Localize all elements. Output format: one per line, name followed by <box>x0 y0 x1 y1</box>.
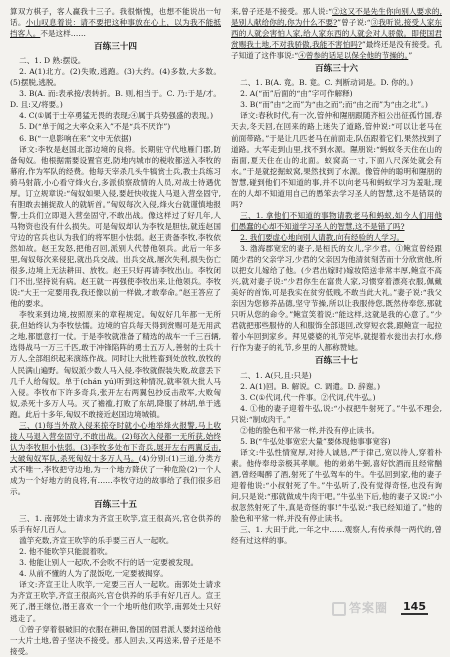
text-run: (2)每次入侵都一无所获,始终认为李牧胆小怯弱。 <box>10 431 222 452</box>
paragraph <box>10 309 221 419</box>
paragraph <box>10 6 221 39</box>
paragraph <box>231 88 442 99</box>
paragraph <box>10 568 221 579</box>
text-run: 2. A(“而”后面的“由”字可作解释) <box>240 89 353 99</box>
text-run: ④曾参的话足以保全他的节操的。 <box>298 51 409 61</box>
text-run: 来,曾子还是不接受。那人说:“ <box>231 7 333 16</box>
text-run: 2. A(1)回。B. 解说。C. 调遣。D. 辞谢。) <box>240 381 381 391</box>
watermark-box-icon <box>332 602 346 616</box>
paragraph <box>10 513 221 535</box>
paragraph <box>10 535 221 546</box>
text-run: 三、(1)每当外敌入侵来掠夺时就小心地举烽火报警,马上收拢人马退入营垒固守,不敢出战。 <box>10 420 221 441</box>
paragraph <box>231 447 442 524</box>
paragraph <box>10 121 221 132</box>
paragraph <box>10 55 221 66</box>
text-run: 算双方棋子，客人赢我十三子。我很惭愧，也想不能说出一句话。 <box>10 7 221 28</box>
text-run: 3. 他能让别人一起吹,不会吹不行的话一定要被发现。 <box>19 558 199 568</box>
text-run: 4. C(①属于士卒勇猛无畏的表现;④属于兵势强盛的表现。) <box>19 111 214 121</box>
paragraph <box>10 66 221 88</box>
heading-text: 百练三十四 <box>94 42 137 53</box>
paragraph <box>10 420 221 497</box>
heading-text: 百练三十五 <box>94 500 137 511</box>
section-heading <box>231 356 442 367</box>
text-run: (3)李牧多处布下奇兵,展开左右两翼反击,大破匈奴军队,杀死匈奴十多万人马。 <box>10 442 221 463</box>
paragraph <box>231 210 442 232</box>
paragraph <box>231 381 442 392</box>
text-run: 二、1. D 熟:摆设。 <box>19 56 86 66</box>
text-run: ②他的脸色和平常一样,并没有停止读书。 <box>240 425 380 435</box>
text-run: 译文:牛弘性情宽厚,对待人诚恳,严于律己,宽以待人,穿着朴素。他侍奉母亲极其孝顺。他的弟弟牛弼,喜好饮酒而且经常酗酒,曾经喝醉了酒,射死了牛弘驾车的牛。牛弘回到家,他的妻子迎着他说:“小叔射死了牛。”牛弘听了,没有觉得奇怪,也没有询问,只是说:“那就做成牛肉干吧。”牛弘坐下后,他的妻子又说:“小叔忽然射死了牛,真是奇怪的事!”牛弘说:“我已经知道了。”他的脸色和平常一样,并没有停止读书。 <box>231 447 442 524</box>
page-number: 145 <box>403 600 426 613</box>
watermark-text: 答案圈 <box>349 601 389 615</box>
text-run: 译文:李牧是赵国北部边境的良将。长期驻守代地雁门郡,防备匈奴。他根据需要设置官吏,防地内城市的税收都送入李牧的幕府,作为军队的经费。他每天宰杀几头牛犒赏士兵,教士兵练习骑马射箭,小心看守烽火台,多派侦察敌情的人员,对战士待遇优厚。订立规章说:“匈奴如果入侵,要赶快收拢人马退入营垒固守,有胆敢去捕捉敌人的就斩首。”匈奴每次入侵,烽火台就谨慎地报警,士兵们立即退入营垒固守,不敢出战。像这样过了好几年,人马物资也没有什么损失。可是匈奴却认为李牧是胆怯,就连赵国守边的官兵也认为我们的将军胆小怯弱。赵王责备李牧,李牧依然如故。赵王发怒,把他召回,派别人代替他领兵。此后一年多里,匈奴每次来侵犯,就出兵交战。出兵交战,屡次失利,损失伤亡很多,边境上无法耕田、放牧。赵王只好再请李牧出山。李牧闭门不出,坚持说有病。赵王就一再强使李牧出来,让他领兵。李牧说:“大王一定要用我,我还像以前一样做,才敢奉命。”赵王答应了他的要求。 <box>10 144 221 309</box>
text-run: 4. 从前不懂的人为了混饭吃,一定要被揭穿。 <box>19 569 168 579</box>
text-run: 3. B(“而”由“之而”为“由之而”;而“由之而”为“由之北”。) <box>240 100 428 110</box>
text-run: 3. 渤海郡宽宏的妻子,是桓氏的女儿,字少君。①鲍宣曾经跟随少君的父亲学习,少君的父亲因为他清贫刻苦而十分欣赏他,所以把女儿嫁给了他。(少君出嫁时)嫁妆陪送非常丰厚,鲍宣不高兴,就对妻子说:“少君你生在富贵人家,习惯穿着漂亮衣服,佩戴美好的首饰,可是我实在贫穷低贱,不敢当此大礼。”妻子说:“我父亲因为您修养品德,坚守节操,所以让我服侍您,既然侍奉您,那就只听从您的命令。”鲍宣笑着说:“能这样,这就是我的心意了。”少君就把那些服侍的人和服饰全部退回,改穿短衣裳,跟鲍宣一起拉着小车回到家乡。拜见婆婆的礼节完毕,就提着水瓮出去打水,修行作为妻子的礼节,乡里的人都称赞她。 <box>231 243 442 353</box>
text-run: 译文:齐宣王让人吹竽,一定要三百人一起吹。南郭处士请求为齐宣王吹竽,齐宣王很高兴,官仓供养的乐手有好几百人。宣王死了,湣王继位,湣王喜欢一个一个地听他们吹竽,南郭处士只好逃走了。 <box>10 580 221 623</box>
text-run: 5. B(“牛弘处事宽宏大量”要体现他事事宽容) <box>240 436 391 446</box>
paragraph <box>10 88 221 110</box>
paragraph <box>10 557 221 568</box>
text-run: ③我听说,接受人家东西的人就会害怕人家,给人家东西的人就会对人骄傲。即使国君赏赐我土地,不对我骄傲,我能不害怕吗? <box>231 18 443 50</box>
text-run: 译文:春秋时代,有一次,管仲和隰朋跟随齐桓公出征孤竹国,春天去,冬天回,在回来的路上迷失了道路,管仲说:“可以让老马在前面带路。”于是让几匹老马在前面走,队伍跟着它们,果然找到了道路。大军走到山里,找不到水源。隰朋说:“蚂蚁冬天住在山的南面,夏天住在山的北面。蚁窝高一寸,下面八尺深处就会有水。”于是就挖掘蚁窝,果然找到了水源。像管仲的聪明和隰朋的智慧,碰到他们不知道的事,并不以向老马和蚂蚁学习为羞耻,现在的人却不知道用自己的愚笨去学习圣人的智慧,这不是错误的吗? <box>231 111 442 209</box>
text-run: ”曾子说:“ <box>337 18 371 28</box>
section-heading <box>231 64 442 75</box>
text-run: 3. C(①代词,代一件事。②代词,代牛弘。) <box>240 392 376 402</box>
text-run: 李牧来到边境,按照原来的章程规定。匈奴好几年都一无所获,但始终认为李牧怯懦。边境的官兵每天得到赏赐可是无用武之地,都愿意打一仗。于是李牧就准备了精选的战车一千三百辆,选得战马一万三千匹,敢于冲锋陷阵的勇士五万人,善射的士兵十万人,全部组织起来演练作战。同时让大批牲畜到处放牧,放牧的人民满山遍野。匈奴派少数人马入侵,李牧就假装失败,故意丢下几千人给匈奴。单于(chán yú)听到这种情况,就率领大批人马入侵。李牧布下许多奇兵,张开左右两翼包抄反击敌军,大败匈奴,杀死十多万人马。灭了襜褴,打败了东胡,降服了林胡,单于逃跑。此后十多年,匈奴不敢接近赵国边境城镇。 <box>10 310 221 419</box>
text-run: 二、1. B(A. 竟。B. 竟。C. 判断动词是。D. 你的。) <box>240 78 414 88</box>
text-run: ①曾子穿着很破旧的衣服在耕田,鲁国的国君派人要封送给他一大片土地,曾子坚决不接受。那人回去,又再送来,曾子还是不接受。 <box>10 624 221 656</box>
section-heading <box>10 42 221 53</box>
text-run: 三、1. 大田于此,一年之中……观察人,有传承得一两代的,曾经有过这样的事。 <box>231 525 442 546</box>
heading-text: 百练三十七 <box>315 356 358 367</box>
text-run: 5. D(“单于闻之大率众来入”不是“兵不厌诈”) <box>19 122 171 132</box>
paragraph <box>231 110 442 209</box>
paragraph <box>231 243 442 353</box>
text-run: 二、1. A(只,且:只是) <box>240 370 312 380</box>
paragraph <box>231 99 442 110</box>
text-run: 4. ①他的妻子迎着牛弘,说:“小叔把牛射死了。”牛弘不理会,只说:“制成肉干。” <box>231 403 442 424</box>
paragraph <box>10 144 221 310</box>
right-column <box>231 6 442 602</box>
text-run: ” <box>408 51 413 61</box>
paragraph <box>231 524 442 546</box>
text-run: 三、1. 南郭处士请求为齐宣王吹竽,宣王很高兴,官仓供养的乐手有好几百人。 <box>10 514 221 535</box>
text-run: ”最终还是没有接受。孔子知道了这件事说:“ <box>231 40 442 61</box>
text-run: 小山叹息着说：请不要把这种事放在心上，以为我不能抵挡客人。 <box>10 18 222 39</box>
heading-text: 百练三十六 <box>315 64 358 75</box>
watermark-logo <box>332 599 410 617</box>
paragraph <box>10 546 221 557</box>
text-run: (4)分别:(1)三道,分类方式不唯一,李牧把守边地,为一个地方降伏了一种危险(2)一个人成为一个好地方的良将,有……李牧守边的故事给了我们很多启示。 <box>10 453 221 497</box>
paragraph <box>10 110 221 121</box>
text-run: 2. 他不能吹竽只能混着吹。 <box>19 547 113 557</box>
text-run: 2. A(1)北方。(2)失败,逃跑。(3)大约。(4)多数,大多数。(5)摆脱,逃脱。 <box>10 67 221 88</box>
left-column <box>10 6 222 656</box>
text-run: 3. B(A. 而:表承接/表转折。B. 则,相当于。C. 乃:于是/才。D. 且:又/将要。) <box>10 89 221 110</box>
paragraph <box>231 6 442 61</box>
paragraph <box>231 370 442 381</box>
text-run: 三、1. 拿他们不知道的事物请教老马和蚂蚁,如今人们用他们愚蠢的心却不知道学习圣人的智慧,这不是错了吗? <box>231 210 442 231</box>
text-run: 2. 我们要虚心地向别人请教,向有经验的人学习。 <box>240 232 405 242</box>
paragraph <box>231 232 442 243</box>
text-run: 不是这样…… <box>40 29 86 39</box>
paragraph <box>10 624 221 657</box>
paragraph <box>231 77 442 88</box>
paragraph <box>231 425 442 436</box>
paragraph <box>231 403 442 425</box>
text-run: ②这又不是先生你向别人要求的,是别人献给你的,你为什么不要? <box>231 7 442 28</box>
paragraph <box>231 392 442 403</box>
paragraph <box>231 436 442 447</box>
section-heading <box>10 500 221 511</box>
paragraph <box>10 133 221 144</box>
page-footer <box>0 598 450 620</box>
text-run: 6. B(“一息影响在来”文中无依据) <box>19 133 132 143</box>
text-run: 滥竽充数,齐宣王吹竽的乐手要三百人一起吹。 <box>19 536 174 546</box>
